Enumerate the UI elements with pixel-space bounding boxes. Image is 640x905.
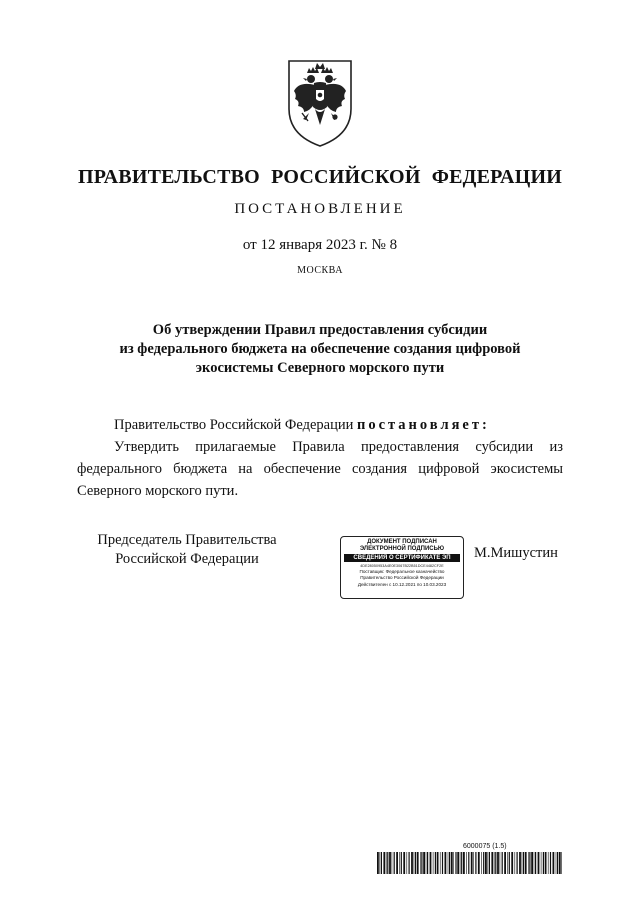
signer-position-line: Председатель Правительства bbox=[97, 532, 277, 548]
barcode-icon bbox=[377, 852, 563, 874]
stamp-title: ЭЛЕКТРОННОЙ ПОДПИСЬЮ bbox=[359, 546, 445, 552]
document-id: 6000075 (1.5) bbox=[463, 843, 507, 850]
document-type: ПОСТАНОВЛЕНИЕ bbox=[234, 201, 406, 217]
subject-line: Об утверждении Правил предоставления субсидии bbox=[152, 322, 488, 338]
electronic-signature-stamp bbox=[340, 536, 464, 599]
signer-name: М.Мишустин bbox=[474, 545, 558, 561]
document-body bbox=[77, 414, 563, 502]
decree-intro bbox=[77, 414, 563, 436]
stamp-title: ДОКУМЕНТ ПОДПИСАН bbox=[367, 539, 437, 545]
stamp-validity: Действителен с 10.12.2021 по 10.03.2023 bbox=[357, 581, 447, 587]
stamp-certificate-bar: СВЕДЕНИЯ О СЕРТИФИКАТЕ ЭП bbox=[344, 554, 460, 562]
document-subject bbox=[90, 321, 550, 378]
state-emblem-icon bbox=[285, 57, 355, 149]
decree-intro-text: Правительство Российской Федерации bbox=[114, 417, 357, 433]
subject-line: из федерального бюджета на обеспечение создания цифровой bbox=[119, 341, 521, 357]
signer-position bbox=[77, 531, 297, 569]
document-date-number: от 12 января 2023 г. № 8 bbox=[242, 237, 398, 253]
decree-word: постановляет: bbox=[356, 417, 490, 433]
document-city: МОСКВА bbox=[297, 265, 343, 276]
subject-line: экосистемы Северного морского пути bbox=[195, 360, 445, 376]
government-title: ПРАВИТЕЛЬСТВО РОССИЙСКОЙ ФЕДЕРАЦИИ bbox=[78, 166, 562, 188]
stamp-issuer: Поставщик: Федеральное казначейство bbox=[359, 569, 445, 574]
stamp-serial: 4DE28050953A4E0E3067B22B51DCE4482CF2E bbox=[360, 564, 444, 568]
signer-position-line: Российской Федерации bbox=[115, 551, 259, 567]
stamp-owner: Правительство Российской Федерации bbox=[360, 575, 444, 581]
decree-paragraph: Утвердить прилагаемые Правила предоставления субсидии из федерального бюджета на обеспечение создания цифровой экосистемы Северного морского пути. bbox=[77, 439, 563, 499]
